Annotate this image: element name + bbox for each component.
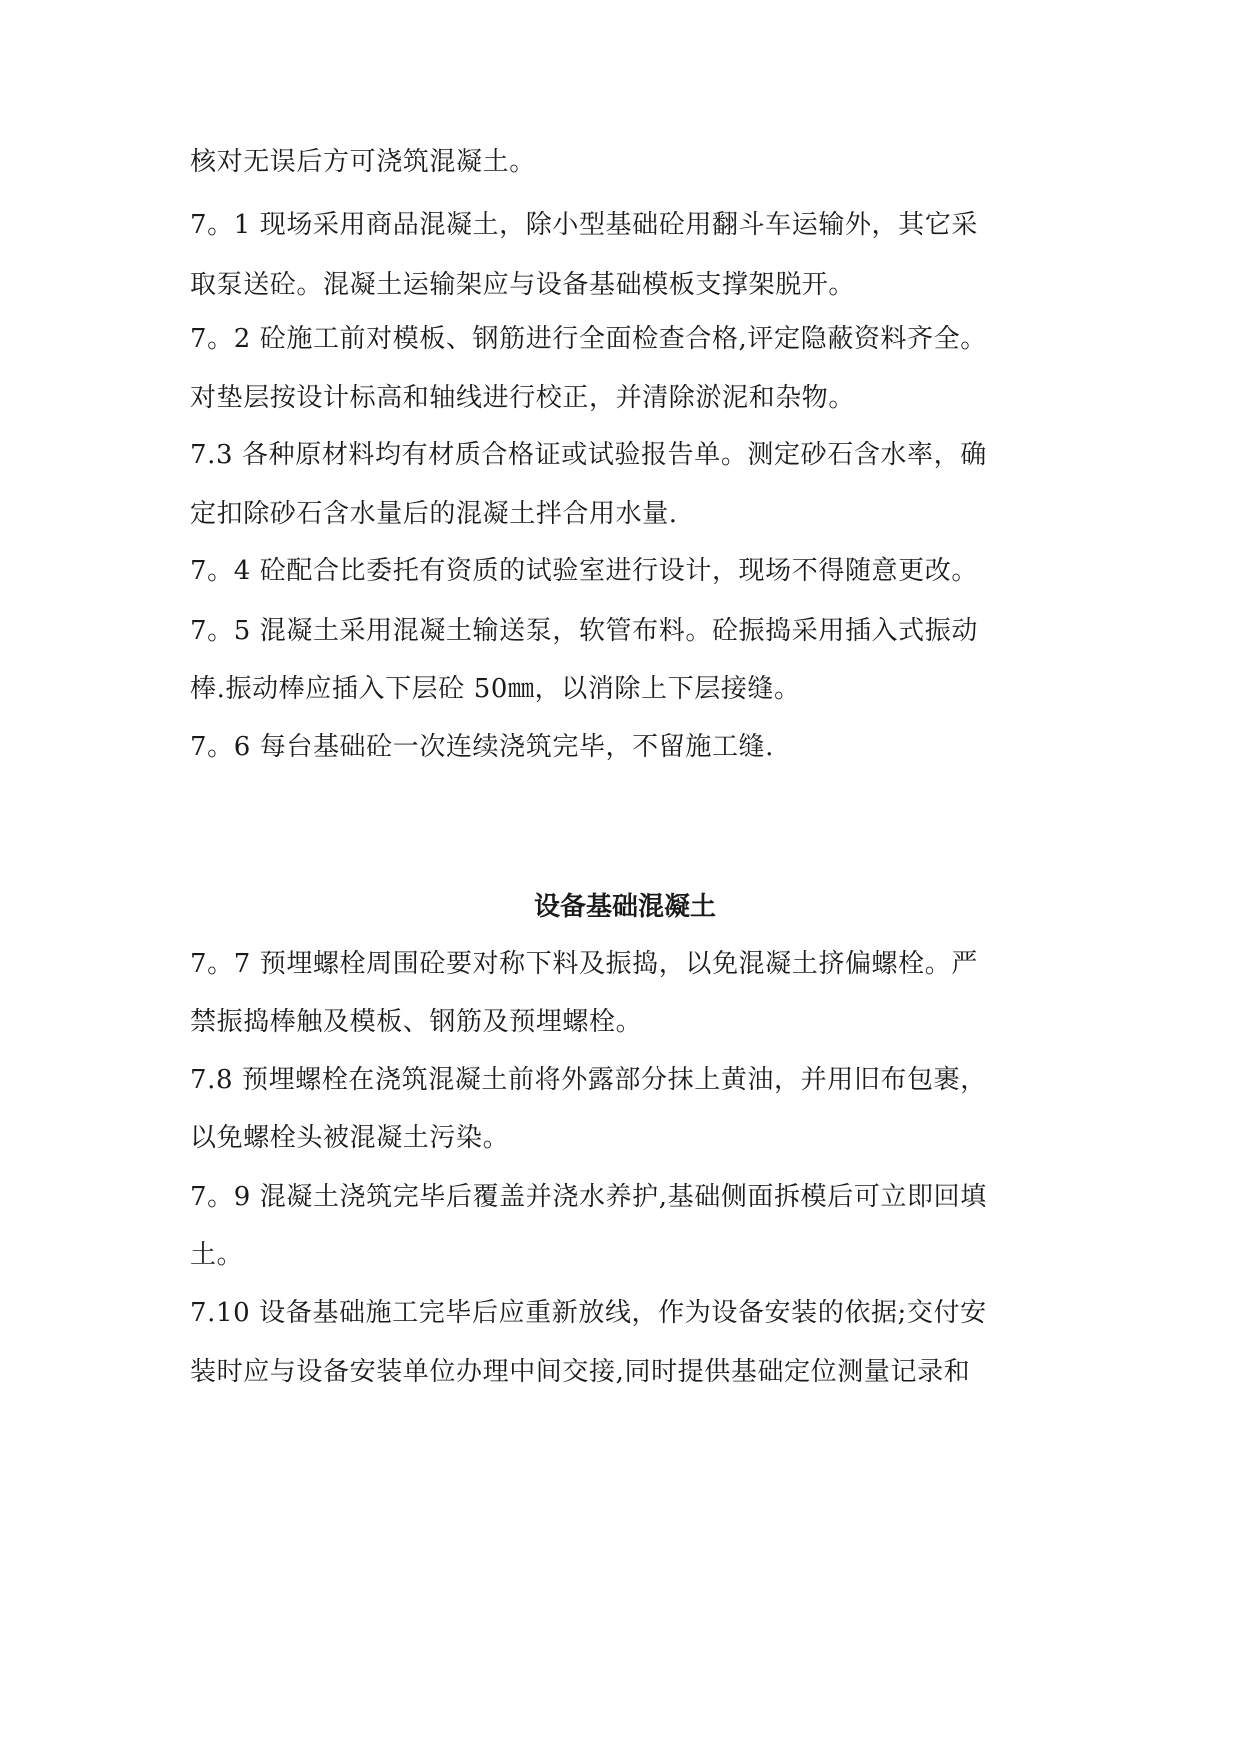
- paragraph-line: 禁振捣棒触及模板、钢筋及预埋螺栓。: [190, 1007, 643, 1037]
- paragraph-line: 7。4 砼配合比委托有资质的试验室进行设计，现场不得随意更改。: [190, 556, 978, 586]
- paragraph-line: 7。7 预埋螺栓周围砼要对称下料及振捣，以免混凝土挤偏螺栓。严: [190, 949, 978, 979]
- paragraph-line: 对垫层按设计标高和轴线进行校正，并清除淤泥和杂物。: [190, 383, 856, 413]
- paragraph-line: 定扣除砂石含水量后的混凝土拌合用水量.: [190, 499, 678, 529]
- paragraph-line: 取泵送砼。混凝土运输架应与设备基础模板支撑架脱开。: [190, 270, 856, 300]
- section-heading: 设备基础混凝土: [533, 892, 716, 922]
- paragraph-line: 土。: [190, 1240, 244, 1270]
- paragraph-line: 核对无误后方可浇筑混凝土。: [190, 147, 536, 177]
- paragraph-line: 7。1 现场采用商品混凝土，除小型基础砼用翻斗车运输外，其它采: [190, 210, 978, 240]
- paragraph-line: 7.8 预埋螺栓在浇筑混凝土前将外露部分抹上黄油，并用旧布包裹，: [190, 1065, 987, 1095]
- paragraph-line: 7.10 设备基础施工完毕后应重新放线，作为设备安装的依据;交付安: [190, 1298, 987, 1328]
- paragraph-line: 以免螺栓头被混凝土污染。: [190, 1123, 510, 1153]
- paragraph-line: 7.3 各种原材料均有材质合格证或试验报告单。测定砂石含水率，确: [190, 440, 987, 470]
- paragraph-line: 7。5 混凝土采用混凝土输送泵，软管布料。砼振捣采用插入式振动: [190, 616, 978, 646]
- paragraph-line: 7。2 砼施工前对模板、钢筋进行全面检查合格,评定隐蔽资料齐全。: [190, 324, 987, 354]
- paragraph-line: 装时应与设备安装单位办理中间交接,同时提供基础定位测量记录和: [190, 1357, 971, 1387]
- paragraph-line: 7。6 每台基础砼一次连续浇筑完毕，不留施工缝.: [190, 732, 775, 762]
- paragraph-line: 7。9 混凝土浇筑完毕后覆盖并浇水养护,基础侧面拆模后可立即回填: [190, 1182, 987, 1212]
- paragraph-line: 棒.振动棒应插入下层砼 50㎜，以消除上下层接缝。: [190, 674, 801, 704]
